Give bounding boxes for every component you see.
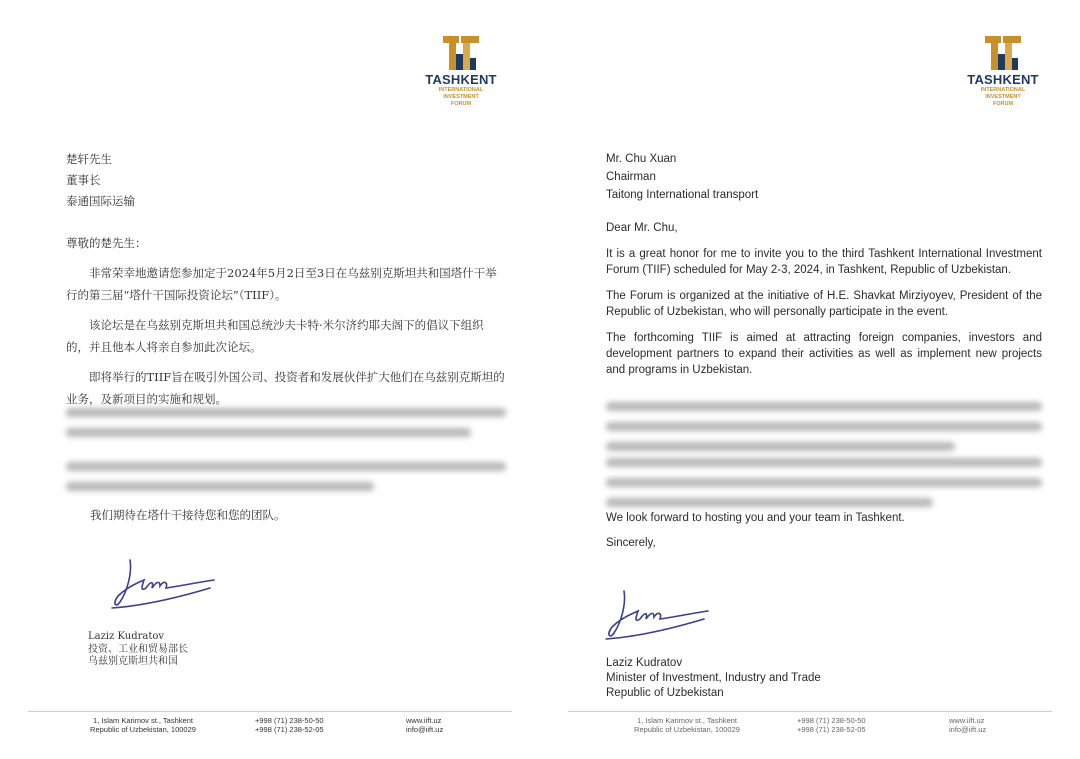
en-signatory-title: Minister of Investment, Industry and Trade <box>606 672 821 684</box>
zh-recipient-block <box>66 149 135 212</box>
tiif-logo <box>416 34 506 108</box>
en-footer-phone-1: +998 (71) 238-50-50 <box>797 716 866 725</box>
zh-paragraph-1: 非常荣幸地邀请您参加定于2024年5月2日至3日在乌兹别克斯坦共和国塔什干举行的第三届“塔什干国际投资论坛”（TIIF）。 <box>66 266 497 302</box>
tiif-logo-en <box>958 34 1048 108</box>
en-sincerely: Sincerely, <box>606 537 656 549</box>
logo-subtitle-line-2: INVESTMENT <box>985 94 1021 100</box>
zh-signatory-title: 投资、工业和贸易部长 <box>88 643 188 655</box>
en-paragraph-3: The forthcoming TIIF is aimed at attracting foreign companies, investors and development partners to expand their activities as well as implement new projects and programs in Uzbekistan. <box>606 332 1042 376</box>
zh-footer-address-line-2: Republic of Uzbekistan, 100029 <box>90 725 196 734</box>
zh-paragraph-3: 即将举行的TIIF旨在吸引外国公司、投资者和发展伙伴扩大他们在乌兹别克斯坦的业务，及新项目的实施和规划。 <box>66 370 505 406</box>
zh-footer-address <box>68 716 218 734</box>
en-footer-website[interactable]: www.iift.uz <box>949 716 985 725</box>
zh-footer-phone-1: +998 (71) 238-50-50 <box>255 716 324 725</box>
logo-subtitle-line-1: INTERNATIONAL <box>980 87 1026 93</box>
zh-footer-web <box>406 716 466 734</box>
en-recipient-block <box>606 150 758 204</box>
en-footer-email[interactable]: info@iift.uz <box>949 725 987 734</box>
zh-redacted-paragraph-2 <box>66 462 506 502</box>
en-salutation: Dear Mr. Chu, <box>606 222 678 234</box>
zh-footer-divider <box>28 711 512 712</box>
tiif-emblem-icon <box>983 34 1023 72</box>
en-footer-phone-2: +998 (71) 238-52-05 <box>797 725 866 734</box>
zh-closing-line: 我们期待在塔什干接待您和您的团队。 <box>90 508 286 522</box>
zh-signatory-name: Laziz Kudratov <box>88 631 165 642</box>
logo-subtitle-line-3: FORUM <box>450 101 472 107</box>
en-redacted-paragraph-1 <box>606 402 1042 462</box>
en-closing-line: We look forward to hosting you and your team in Tashkent. <box>606 512 905 524</box>
zh-recipient-title: 董事长 <box>66 173 101 187</box>
zh-signatory-country: 乌兹别克斯坦共和国 <box>88 656 178 667</box>
en-recipient-title: Chairman <box>606 171 656 183</box>
en-signatory-block <box>606 656 821 701</box>
en-footer-address-line-2: Republic of Uzbekistan, 100029 <box>634 725 740 734</box>
zh-recipient-name: 楚轩先生 <box>66 152 112 166</box>
zh-salutation: 尊敬的楚先生： <box>66 236 147 250</box>
en-letter-body <box>606 220 1042 388</box>
en-recipient-name: Mr. Chu Xuan <box>606 153 677 165</box>
english-letter-page <box>540 0 1080 759</box>
zh-footer-email[interactable]: info@iift.uz <box>406 725 444 734</box>
zh-letter-body <box>66 232 506 418</box>
en-paragraph-2: The Forum is organized at the initiative of H.E. Shavkat Mirziyoyev, President of the Republic of Uzbekistan, who will personally participate in the event. <box>606 290 1042 318</box>
zh-recipient-company: 泰通国际运输 <box>66 194 135 208</box>
en-redacted-paragraph-2 <box>606 458 1042 518</box>
en-signatory-name: Laziz Kudratov <box>606 657 683 669</box>
en-footer-address-line-1: 1, Islam Karimov st., Tashkent <box>637 716 737 725</box>
zh-footer-phone-2: +998 (71) 238-52-05 <box>255 725 324 734</box>
en-footer-address <box>612 716 762 734</box>
zh-redacted-paragraph-1 <box>66 408 506 448</box>
en-footer-phones <box>797 716 887 734</box>
logo-brand-text: TASHKENT <box>967 72 1039 87</box>
tiif-emblem-icon <box>441 34 481 72</box>
zh-signatory-block <box>88 631 188 669</box>
zh-signature <box>110 552 220 612</box>
zh-footer-phones <box>255 716 345 734</box>
logo-brand-text: TASHKENT <box>425 72 497 87</box>
en-paragraph-1: It is a great honor for me to invite you to the third Tashkent International Investment Forum (TIIF) scheduled for May 2-3, 2024, in Tashkent, Republic of Uzbekistan. <box>606 248 1042 276</box>
en-signatory-country: Republic of Uzbekistan <box>606 687 724 699</box>
zh-footer-website[interactable]: www.iift.uz <box>406 716 442 725</box>
en-recipient-company: Taitong International transport <box>606 189 759 201</box>
en-footer-web <box>949 716 1009 734</box>
en-footer-divider <box>568 711 1052 712</box>
logo-subtitle-line-2: INVESTMENT <box>443 94 479 100</box>
logo-subtitle-line-3: FORUM <box>992 101 1014 107</box>
en-signature <box>604 583 714 643</box>
zh-footer-address-line-1: 1, Islam Karimov st., Tashkent <box>93 716 193 725</box>
zh-paragraph-2: 该论坛是在乌兹别克斯坦共和国总统沙夫卡特·米尔济约耶夫阁下的倡议下组织的，并且他本人将亲自参加此次论坛。 <box>66 318 484 354</box>
logo-subtitle-line-1: INTERNATIONAL <box>438 87 484 93</box>
